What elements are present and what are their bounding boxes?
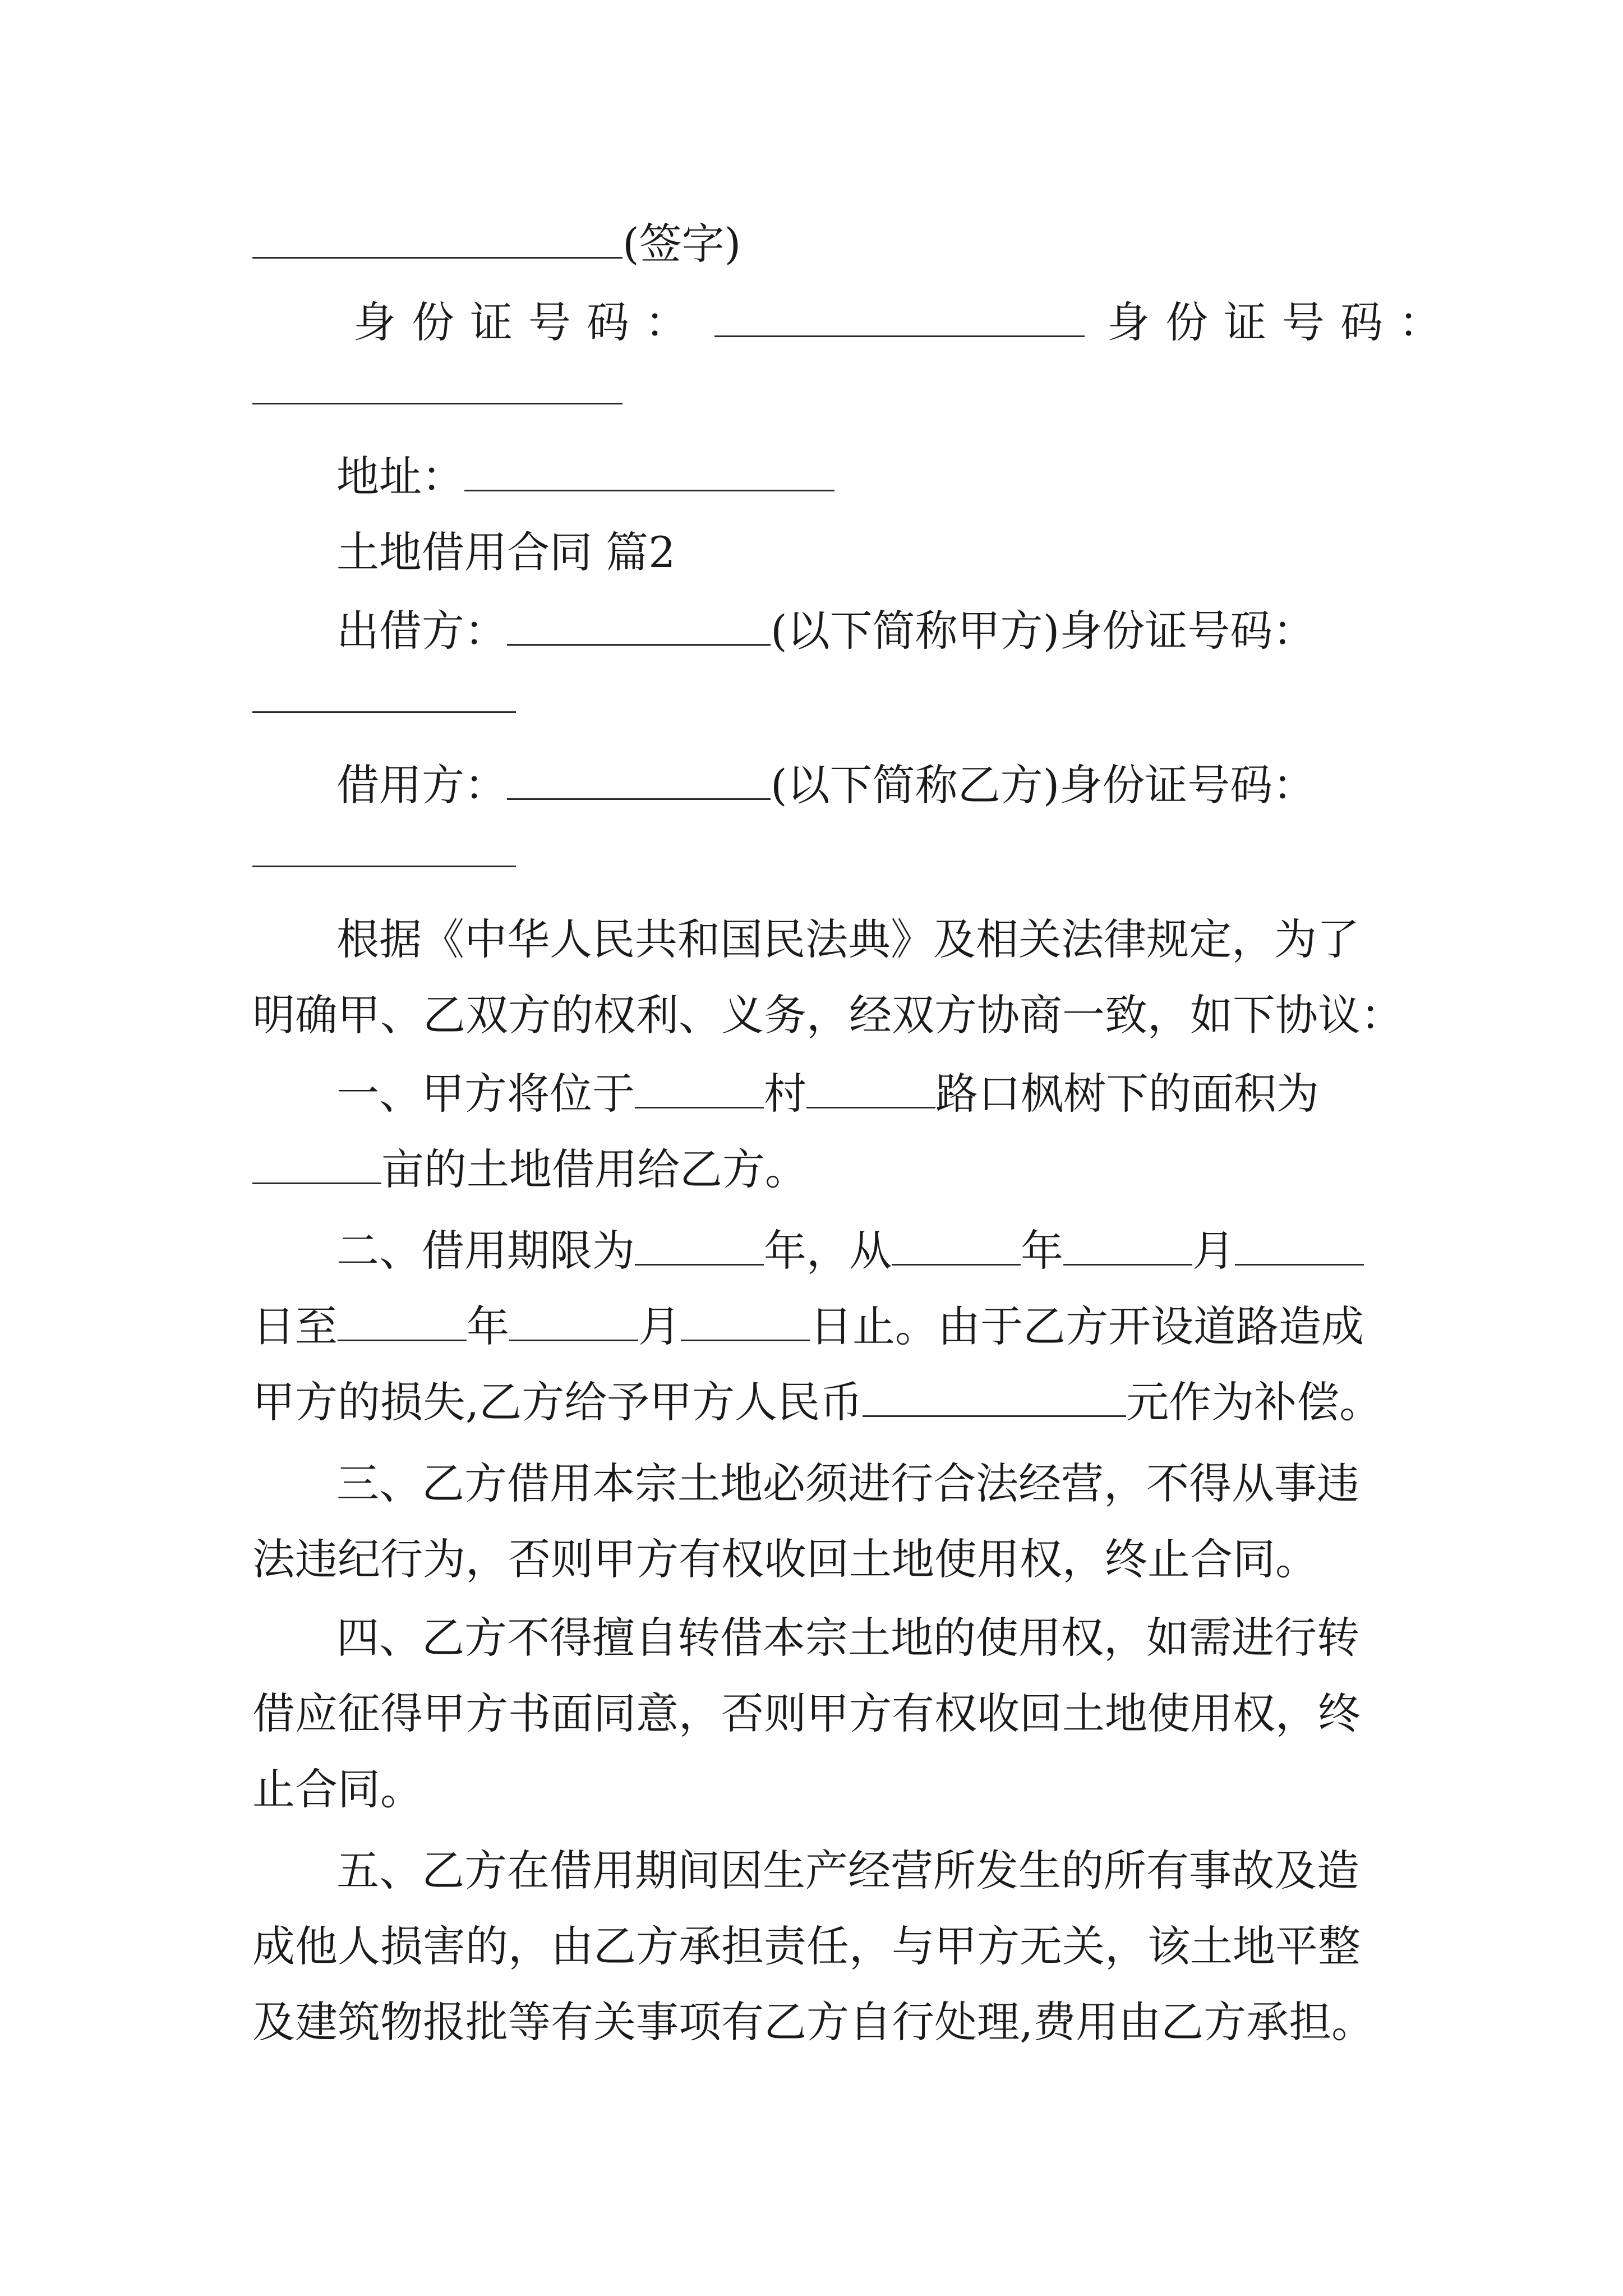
- borrower-line: [336, 757, 1391, 813]
- village-blank[interactable]: [635, 1068, 764, 1108]
- area-blank[interactable]: [252, 1143, 381, 1184]
- preamble-line-2: 明确甲、乙双方的权利、义务，经双方协商一致，如下协议：: [252, 990, 1403, 1040]
- clause-2-text-8: 日止。由于乙方开设道路造成: [810, 1301, 1364, 1351]
- end-month-blank[interactable]: [509, 1300, 638, 1341]
- start-year-blank[interactable]: [892, 1225, 1021, 1266]
- address-blank[interactable]: [464, 450, 834, 491]
- clause-4-line-3: 止合同。: [252, 1764, 423, 1814]
- borrower-label: 借用方：: [336, 760, 507, 810]
- clause-2-text-6: 年: [467, 1301, 509, 1351]
- lender-name-blank[interactable]: [507, 605, 771, 646]
- id-number-blank-1[interactable]: [714, 296, 1085, 337]
- clause-5-line-2: 成他人损害的，由乙方承担责任，与甲方无关，该土地平整: [252, 1921, 1361, 1971]
- clause-2-text-3: 年: [1021, 1226, 1063, 1276]
- lender-line: [336, 603, 1391, 659]
- start-day-blank[interactable]: [1235, 1225, 1364, 1266]
- compensation-blank[interactable]: [863, 1376, 1126, 1417]
- clause-1-line-2: [252, 1142, 1391, 1198]
- address-label: 地址：: [336, 452, 464, 501]
- clause-2-line-3: [252, 1374, 1391, 1430]
- borrower-id-label: 身份证号码：: [1059, 760, 1316, 810]
- borrower-id-blank[interactable]: [252, 826, 516, 867]
- clause-3-line-2: 法违纪行为，否则甲方有权收回土地使用权，终止合同。: [252, 1534, 1318, 1584]
- clause-1-text-4: 亩的土地借用给乙方。: [381, 1144, 808, 1194]
- borrower-name-blank[interactable]: [507, 759, 771, 800]
- address-line: [336, 449, 1475, 505]
- id-number-continuation: [252, 362, 1391, 418]
- lender-id-blank[interactable]: [252, 672, 516, 713]
- id-number-blank-2[interactable]: [252, 364, 623, 404]
- signature-blank[interactable]: [252, 218, 623, 259]
- section-title: 土地借用合同 篇2: [336, 527, 676, 577]
- clause-1-text-3: 路口枫树下的面积为: [935, 1069, 1319, 1119]
- clause-2-text-2: 年，从: [764, 1226, 892, 1276]
- clause-2-text-4: 月: [1192, 1226, 1235, 1276]
- borrower-id-continuation: [252, 825, 1391, 881]
- id-number-line: [353, 295, 1457, 351]
- signature-label: (签字): [623, 219, 741, 269]
- road-blank[interactable]: [806, 1068, 935, 1108]
- id-number-label-1: 身份证号码：: [353, 297, 703, 347]
- clause-1-text-1: 一、甲方将位于: [336, 1069, 635, 1119]
- preamble-line-1: 根据《中华人民共和国民法典》及相关法律规定，为了: [336, 914, 1359, 964]
- lender-id-continuation: [252, 670, 1391, 726]
- clause-1-text-2: 村: [764, 1069, 806, 1119]
- clause-5-line-1: 五、乙方在借用期间因生产经营所发生的所有事故及造: [336, 1846, 1359, 1895]
- clause-5-line-3: 及建筑物报批等有关事项有乙方自行处理,费用由乙方承担。: [252, 1997, 1375, 2047]
- end-year-blank[interactable]: [338, 1300, 467, 1341]
- clause-2-text-10: 元作为补偿。: [1126, 1377, 1382, 1427]
- clause-2-line-2: [252, 1299, 1391, 1355]
- clause-1-line-1: [336, 1066, 1391, 1122]
- lender-label: 出借方：: [336, 606, 507, 656]
- borrower-abbr: (以下简称乙方): [771, 760, 1060, 810]
- lender-id-label: 身份证号码：: [1059, 606, 1316, 656]
- signature-line: [252, 216, 1391, 272]
- clause-2-text-5: 日至: [252, 1301, 338, 1351]
- clause-4-line-1: 四、乙方不得擅自转借本宗土地的使用权，如需进行转: [336, 1613, 1359, 1663]
- clause-4-line-2: 借应征得甲方书面同意，否则甲方有权收回土地使用权，终: [252, 1688, 1361, 1738]
- clause-2-line-1: [336, 1223, 1391, 1279]
- end-day-blank[interactable]: [681, 1300, 810, 1341]
- start-month-blank[interactable]: [1063, 1225, 1192, 1266]
- lender-abbr: (以下简称甲方): [771, 606, 1060, 656]
- clause-3-line-1: 三、乙方借用本宗土地必须进行合法经营，不得从事违: [336, 1458, 1359, 1508]
- id-number-label-2: 身份证号码：: [1107, 297, 1457, 347]
- term-years-blank[interactable]: [635, 1225, 764, 1266]
- clause-2-text-9: 甲方的损失,乙方给予甲方人民币: [252, 1377, 863, 1427]
- clause-2-text-7: 月: [638, 1301, 681, 1351]
- clause-2-text-1: 二、借用期限为: [336, 1226, 635, 1276]
